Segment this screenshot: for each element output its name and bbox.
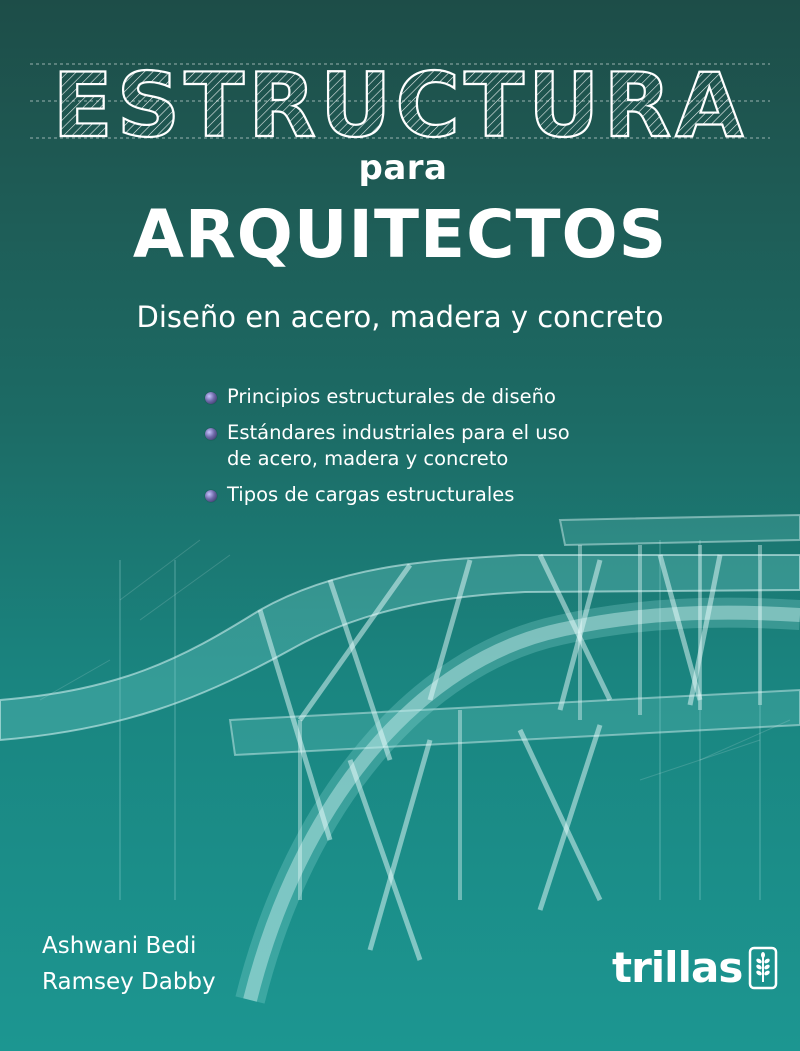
feature-text: Estándares industriales para el uso — [227, 421, 570, 444]
author-name: Ramsey Dabby — [42, 969, 216, 995]
publisher — [612, 944, 778, 992]
author-list — [42, 928, 216, 1000]
subtitle: Diseño en acero, madera y concreto — [136, 300, 664, 334]
feature-list — [205, 384, 635, 518]
feature-text: Principios estructurales de diseño — [227, 385, 556, 408]
feature-item — [205, 384, 635, 410]
feature-text: de acero, madera y concreto — [227, 447, 509, 470]
bullet-icon — [205, 490, 217, 502]
title-main — [0, 46, 800, 156]
publisher-name: trillas — [612, 943, 743, 992]
feature-text: Tipos de cargas estructurales — [227, 483, 515, 506]
title-second: ARQUITECTOS — [132, 196, 668, 273]
title-main-text: ESTRUCTURA — [52, 54, 748, 156]
wheat-emblem-icon — [748, 946, 778, 990]
title-connector: para — [358, 148, 448, 188]
bullet-icon — [205, 428, 217, 440]
feature-item — [205, 482, 635, 508]
feature-item — [205, 420, 635, 472]
bullet-icon — [205, 392, 217, 404]
author-name: Ashwani Bedi — [42, 933, 197, 959]
